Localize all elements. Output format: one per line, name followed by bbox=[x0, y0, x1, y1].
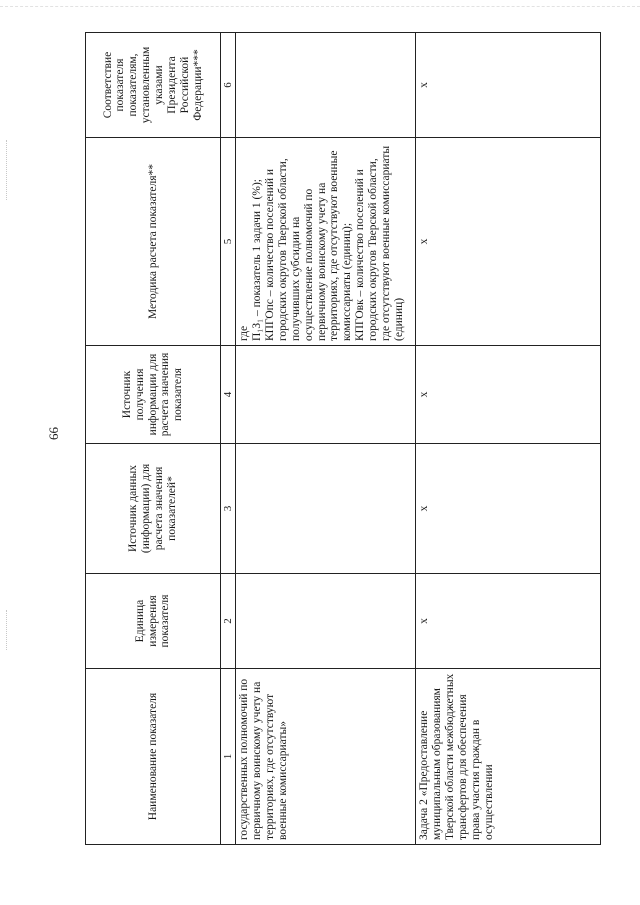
header-unit: Единица измерения показателя bbox=[86, 574, 221, 669]
cell-info-source: x bbox=[416, 346, 601, 444]
cell-unit: x bbox=[416, 574, 601, 669]
page-number: 66 bbox=[46, 427, 61, 440]
scan-margin-mark bbox=[6, 610, 8, 650]
indicator-table bbox=[85, 32, 601, 845]
method-line: КПГОвк – количество поселений и городских округов Тверской области, где отсутствуют военные комиссариаты (единиц) bbox=[354, 145, 405, 341]
column-number: 1 bbox=[221, 669, 236, 845]
scan-top-edge bbox=[0, 6, 640, 8]
cell-method bbox=[236, 138, 416, 346]
scan-margin-mark bbox=[6, 140, 8, 200]
cell-compliance: x bbox=[416, 33, 601, 138]
cell-indicator-name: государственных полномочий по первичному воинскому учету на территориях, где отсутствуют военные комиссариаты» bbox=[236, 669, 416, 845]
header-compliance: Соответствие показателя показателям, установленным указами Президента Российской Федерации*** bbox=[86, 33, 221, 138]
cell-method: x bbox=[416, 138, 601, 346]
table-row bbox=[416, 33, 601, 845]
method-line: КПГОпс – количество поселений и городских округов Тверской области, получивших субсидии на осуществление полномочий по первичному воинскому учету на территориях, где отсутствуют военные комиссариаты (единиц); bbox=[264, 150, 354, 341]
header-row bbox=[86, 33, 221, 845]
cell-data-source: x bbox=[416, 444, 601, 574]
header-data-source: Источник данных (информации) для расчета значения показателей* bbox=[86, 444, 221, 574]
column-number: 2 bbox=[221, 574, 236, 669]
cell-indicator-name: Задача 2 «Предоставление муниципальным образованиям Тверской области межбюджетных трансфертов для обеспечения права участия граждан в осуществлении bbox=[416, 669, 601, 845]
table-row bbox=[236, 33, 416, 845]
rotated-sheet bbox=[85, 33, 630, 845]
cell-info-source bbox=[236, 346, 416, 444]
column-number: 5 bbox=[221, 138, 236, 346]
column-number: 6 bbox=[221, 33, 236, 138]
header-method: Методика расчета показателя** bbox=[86, 138, 221, 346]
column-number: 3 bbox=[221, 444, 236, 574]
cell-unit bbox=[236, 574, 416, 669]
method-line: где bbox=[238, 325, 251, 341]
cell-compliance bbox=[236, 33, 416, 138]
header-info-source: Источник получения информации для расчета значения показателя bbox=[86, 346, 221, 444]
column-number: 4 bbox=[221, 346, 236, 444]
header-name: Наименование показателя bbox=[86, 669, 221, 845]
method-line: П₁З₁ – показатель 1 задачи 1 (%); bbox=[251, 179, 264, 341]
cell-data-source bbox=[236, 444, 416, 574]
column-number-row bbox=[221, 33, 236, 845]
